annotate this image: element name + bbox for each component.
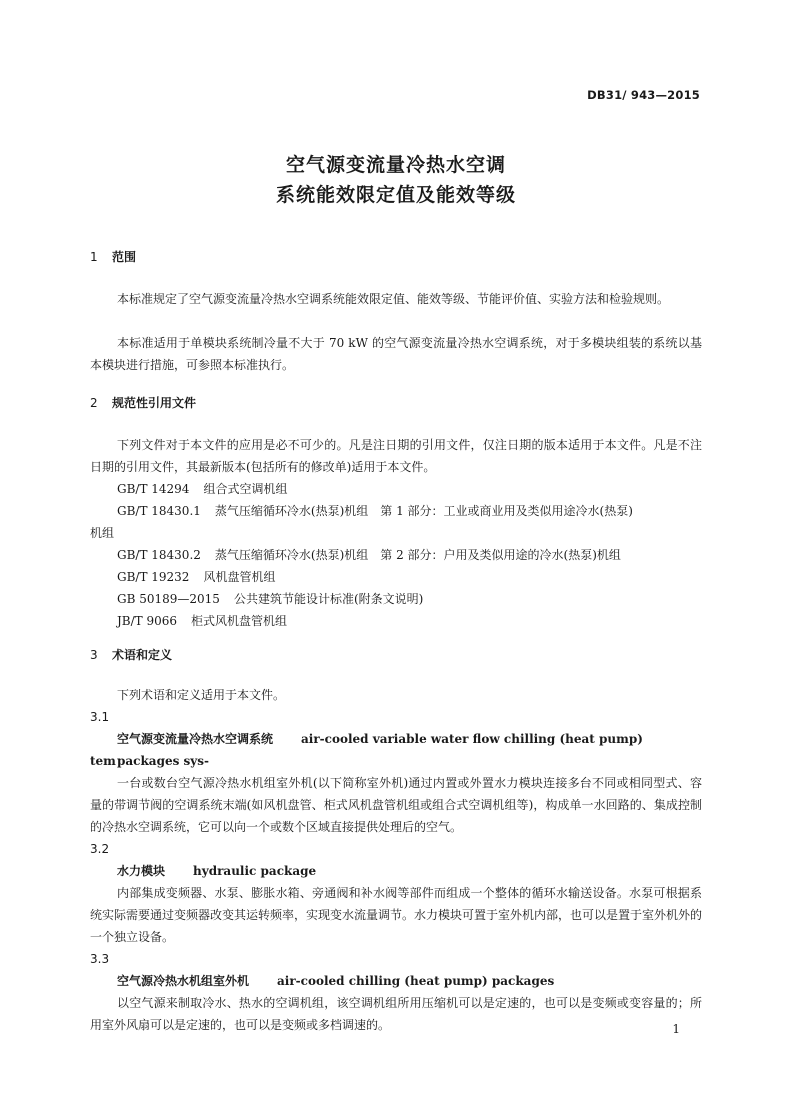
term-chinese: 水力模块: [117, 864, 166, 878]
reference-code: GB 50189—2015: [117, 592, 220, 606]
term-heading: [117, 970, 702, 992]
section-3-title: 术语和定义: [112, 648, 173, 662]
section-1-paragraph-2: 本标准适用于单模块系统制冷量不大于 70 kW 的空气源变流量冷热水空调系统，对于多模块组装的系统以基本模块进行措施，可参照本标准执行。: [90, 336, 702, 372]
term-english-continuation: tem: [90, 754, 116, 768]
section-3-intro: 下列术语和定义适用于本文件。: [117, 688, 286, 702]
term-chinese: 空气源变流量冷热水空调系统: [117, 732, 274, 746]
term-number: 3.2: [90, 842, 110, 856]
section-1-number: 1: [90, 250, 98, 264]
term-english: hydraulic package: [193, 864, 317, 878]
section-1-title: 范围: [112, 250, 137, 264]
reference-code: GB/T 14294: [117, 482, 190, 496]
term-chinese: 空气源冷热水机组室外机: [117, 974, 250, 988]
document-number: DB31/ 943—2015: [587, 88, 700, 102]
reference-item: [117, 610, 287, 632]
reference-title: 柜式风机盘管机组: [191, 614, 288, 628]
section-3-number: 3: [90, 648, 98, 662]
section-2-number: 2: [90, 396, 98, 410]
reference-title: 蒸气压缩循环冷水(热泵)机组 第 2 部分：户用及类似用途的冷水(热泵)机组: [214, 548, 621, 562]
reference-code: JB/T 9066: [117, 614, 178, 628]
title-line-1: 空气源变流量冷热水空调: [285, 154, 506, 176]
section-2-paragraph: 下列文件对于本文件的应用是必不可少的。凡是注日期的引用文件，仅注日期的版本适用于本文件。凡是不注日期的引用文件，其最新版本(包括所有的修改单)适用于本文件。: [90, 438, 702, 474]
section-2-title: 规范性引用文件: [112, 396, 197, 410]
section-1-heading: [90, 248, 136, 265]
term-definition: 一台或数台空气源冷热水机组室外机(以下简称室外机)通过内置或外置水力模块连接多台不同或相同型式、容量的带调节阀的空调系统末端(如风机盘管、柜式风机盘管机组或组合式空调机组等)，构成单一水回路的、集成控制的冷热水空调系统，它可以向一个或数个区域直接提供处理后的空气。: [90, 776, 702, 834]
term-number: 3.3: [90, 952, 110, 966]
reference-title: 公共建筑节能设计标准(附条文说明): [233, 592, 424, 606]
reference-code: GB/T 18430.2: [117, 548, 201, 562]
term-heading: [117, 728, 702, 772]
reference-title: 蒸气压缩循环冷水(热泵)机组 第 1 部分：工业或商业用及类似用途冷水(热泵): [214, 504, 633, 518]
term-english: air-cooled variable water flow chilling (heat pump) packages sys-: [117, 732, 643, 768]
section-2-heading: [90, 394, 196, 411]
reference-code: GB/T 18430.1: [117, 504, 201, 518]
term-heading: [117, 860, 702, 882]
term-english: air-cooled chilling (heat pump) packages: [277, 974, 555, 988]
section-3-heading: [90, 646, 172, 663]
section-1-paragraph-1: 本标准规定了空气源变流量冷热水空调系统能效限定值、能效等级、节能评价值、实验方法和检验规则。: [117, 292, 670, 306]
reference-item: [117, 500, 633, 522]
reference-title: 组合式空调机组: [203, 482, 288, 496]
term-definition: 内部集成变频器、水泵、膨胀水箱、旁通阀和补水阀等部件而组成一个整体的循环水输送设备。水泵可根据系统实际需要通过变频器改变其运转频率，实现变水流量调节。水力模块可置于室外机内部，也可以是置于室外机外的一个独立设备。: [90, 886, 703, 944]
reference-item: [117, 478, 287, 500]
title-line-2: 系统能效限定值及能效等级: [275, 184, 516, 206]
reference-item: [117, 544, 621, 566]
reference-continuation: 机组: [90, 526, 115, 540]
term-definition: 以空气源来制取冷水、热水的空调机组，该空调机组所用压缩机可以是定速的，也可以是变频或变容量的；所用室外风扇可以是定速的，也可以是变频或多档调速的。: [90, 996, 702, 1032]
reference-title: 风机盘管机组: [203, 570, 276, 584]
reference-code: GB/T 19232: [117, 570, 190, 584]
term-number: 3.1: [90, 710, 110, 724]
page-number: 1: [672, 1022, 680, 1036]
reference-item: [117, 566, 275, 588]
reference-item: [117, 588, 423, 610]
